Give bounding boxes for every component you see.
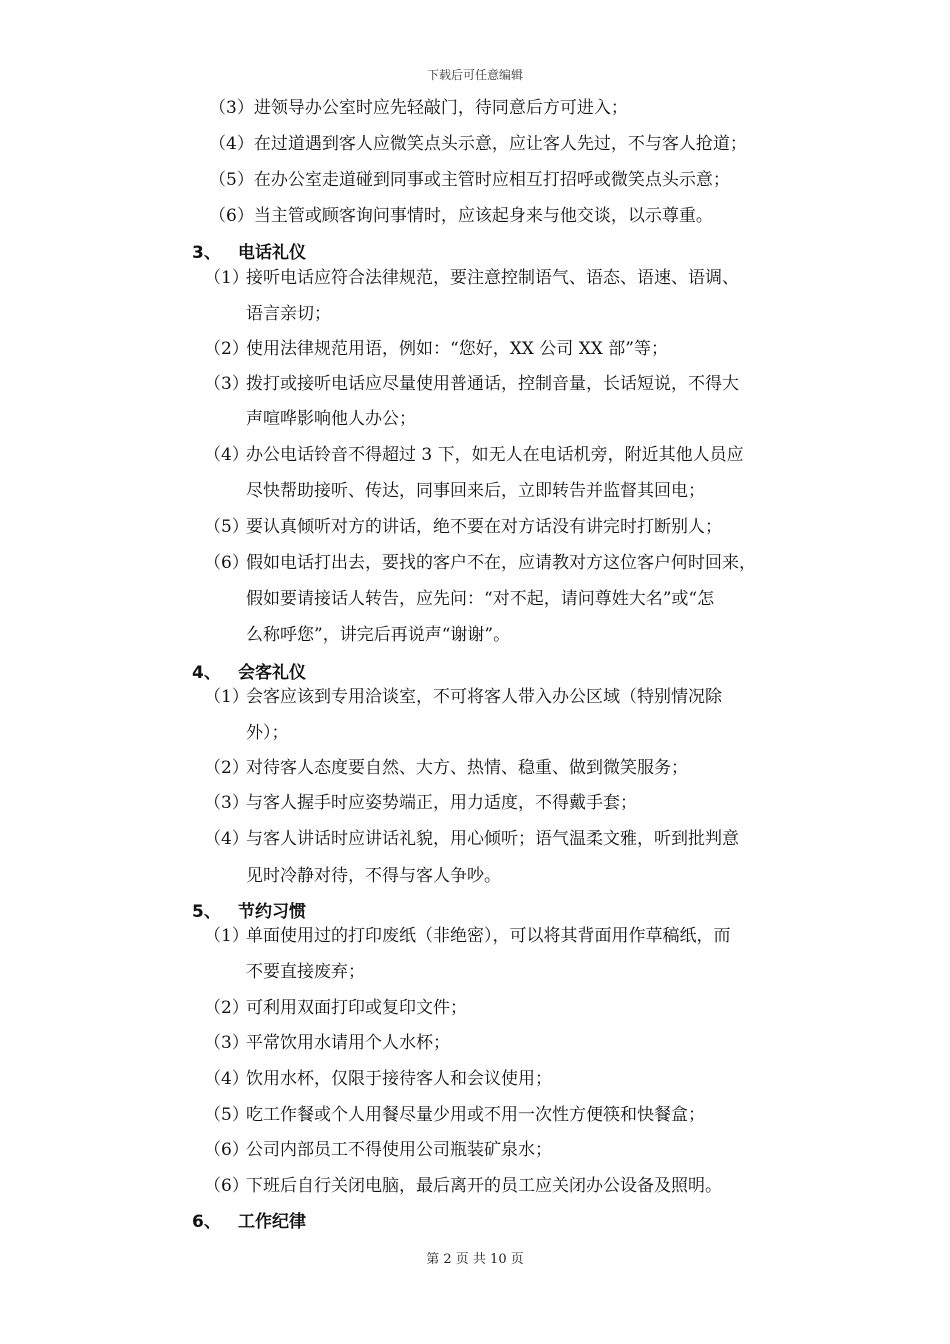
item-continuation: 语言亲切； bbox=[246, 304, 331, 324]
section-number: 4、 bbox=[192, 663, 221, 683]
list-item: （5）在办公室走道碰到同事或主管时应相互打招呼或微笑点头示意； bbox=[209, 170, 730, 190]
item-label: （2） bbox=[204, 998, 249, 1018]
page-header: 下载后可任意编辑 bbox=[426, 68, 523, 82]
item-label: （2） bbox=[204, 758, 249, 778]
list-item: （3）进领导办公室时应先轻敲门，待同意后方可进入； bbox=[209, 98, 628, 118]
item-text: 接听电话应符合法律规范，要注意控制语气、语态、语速、语调、 bbox=[246, 268, 739, 288]
list-item bbox=[204, 1175, 722, 1197]
item-continuation: 假如要请接话人转告，应先问：“对不起，请问尊姓大名”或“怎 bbox=[246, 589, 715, 609]
section-title: 电话礼仪 bbox=[238, 243, 306, 263]
item-label: （2） bbox=[204, 339, 249, 359]
item-text: 可利用双面打印或复印文件； bbox=[246, 998, 467, 1018]
list-item bbox=[204, 338, 668, 360]
section-heading bbox=[192, 242, 306, 264]
item-text: 会客应该到专用洽谈室，不可将客人带入办公区域（特别情况除 bbox=[246, 687, 722, 707]
item-text: 假如电话打出去，要找的客户不在，应请教对方这位客户何时回来， bbox=[246, 553, 756, 573]
list-item bbox=[204, 1032, 450, 1054]
section-heading bbox=[192, 901, 306, 923]
item-continuation: 么称呼您”，讲完后再说声“谢谢”。 bbox=[246, 625, 511, 645]
section-number: 6、 bbox=[192, 1212, 221, 1232]
list-item: （6）当主管或顾客询问事情时，应该起身来与他交谈，以示尊重。 bbox=[209, 206, 713, 226]
item-continuation: 见时冷静对待，不得与客人争吵。 bbox=[246, 866, 501, 886]
item-text: 饮用水杯，仅限于接待客人和会议使用； bbox=[246, 1069, 552, 1089]
item-continuation: 声喧哗影响他人办公； bbox=[246, 409, 416, 429]
item-text: 要认真倾听对方的讲话，绝不要在对方话没有讲完时打断别人； bbox=[246, 517, 722, 537]
item-label: （6） bbox=[204, 1176, 249, 1196]
item-text: 公司内部员工不得使用公司瓶装矿泉水； bbox=[246, 1140, 552, 1160]
item-continuation: 不要直接废弃； bbox=[246, 962, 365, 982]
item-continuation: 外）； bbox=[246, 723, 289, 743]
item-label: （6） bbox=[204, 553, 249, 573]
section-number: 3、 bbox=[192, 243, 221, 263]
list-item bbox=[204, 552, 756, 574]
item-label: （6） bbox=[204, 1140, 249, 1160]
item-label: （1） bbox=[204, 926, 249, 946]
list-item bbox=[204, 757, 688, 779]
list-item bbox=[204, 792, 637, 814]
section-number: 5、 bbox=[192, 902, 221, 922]
list-item bbox=[204, 1104, 705, 1126]
item-text: 与客人握手时应姿势端正，用力适度，不得戴手套； bbox=[246, 793, 637, 813]
item-label: （1） bbox=[204, 687, 249, 707]
list-item bbox=[204, 444, 744, 466]
item-label: （4） bbox=[204, 1069, 249, 1089]
page-footer: 第 2 页 共 10 页 bbox=[426, 1252, 524, 1267]
item-label: （3） bbox=[204, 793, 249, 813]
section-heading bbox=[192, 662, 306, 684]
list-item bbox=[204, 925, 731, 947]
item-label: （3） bbox=[204, 374, 249, 394]
item-label: （5） bbox=[204, 517, 249, 537]
item-text: 平常饮用水请用个人水杯； bbox=[246, 1033, 450, 1053]
item-continuation: 尽快帮助接听、传达，同事回来后，立即转告并监督其回电； bbox=[246, 481, 705, 501]
item-label: （1） bbox=[204, 268, 249, 288]
item-text: 办公电话铃音不得超过 3 下，如无人在电话机旁，附近其他人员应 bbox=[246, 445, 744, 465]
section-heading bbox=[192, 1211, 306, 1233]
item-label: （4） bbox=[204, 829, 249, 849]
item-label: （3） bbox=[204, 1033, 249, 1053]
item-text: 吃工作餐或个人用餐尽量少用或不用一次性方便筷和快餐盒； bbox=[246, 1105, 705, 1125]
item-text: 对待客人态度要自然、大方、热情、稳重、做到微笑服务； bbox=[246, 758, 688, 778]
section-title: 节约习惯 bbox=[238, 902, 306, 922]
item-text: 下班后自行关闭电脑，最后离开的员工应关闭办公设备及照明。 bbox=[246, 1176, 722, 1196]
item-text: 使用法律规范用语，例如：“您好，XX 公司 XX 部”等； bbox=[246, 339, 669, 359]
list-item bbox=[204, 267, 739, 289]
list-item bbox=[204, 516, 722, 538]
list-item bbox=[204, 373, 739, 395]
list-item bbox=[204, 1068, 552, 1090]
list-item bbox=[204, 1139, 552, 1161]
list-item: （4）在过道遇到客人应微笑点头示意，应让客人先过，不与客人抢道； bbox=[209, 134, 747, 154]
item-text: 拨打或接听电话应尽量使用普通话，控制音量，长话短说，不得大 bbox=[246, 374, 739, 394]
item-text: 单面使用过的打印废纸（非绝密），可以将其背面用作草稿纸，而 bbox=[246, 926, 731, 946]
item-label: （4） bbox=[204, 445, 249, 465]
list-item bbox=[204, 828, 739, 850]
item-label: （5） bbox=[204, 1105, 249, 1125]
section-title: 工作纪律 bbox=[238, 1212, 306, 1232]
list-item bbox=[204, 686, 722, 708]
item-text: 与客人讲话时应讲话礼貌，用心倾听；语气温柔文雅，听到批判意 bbox=[246, 829, 739, 849]
list-item bbox=[204, 997, 467, 1019]
section-title: 会客礼仪 bbox=[238, 663, 306, 683]
